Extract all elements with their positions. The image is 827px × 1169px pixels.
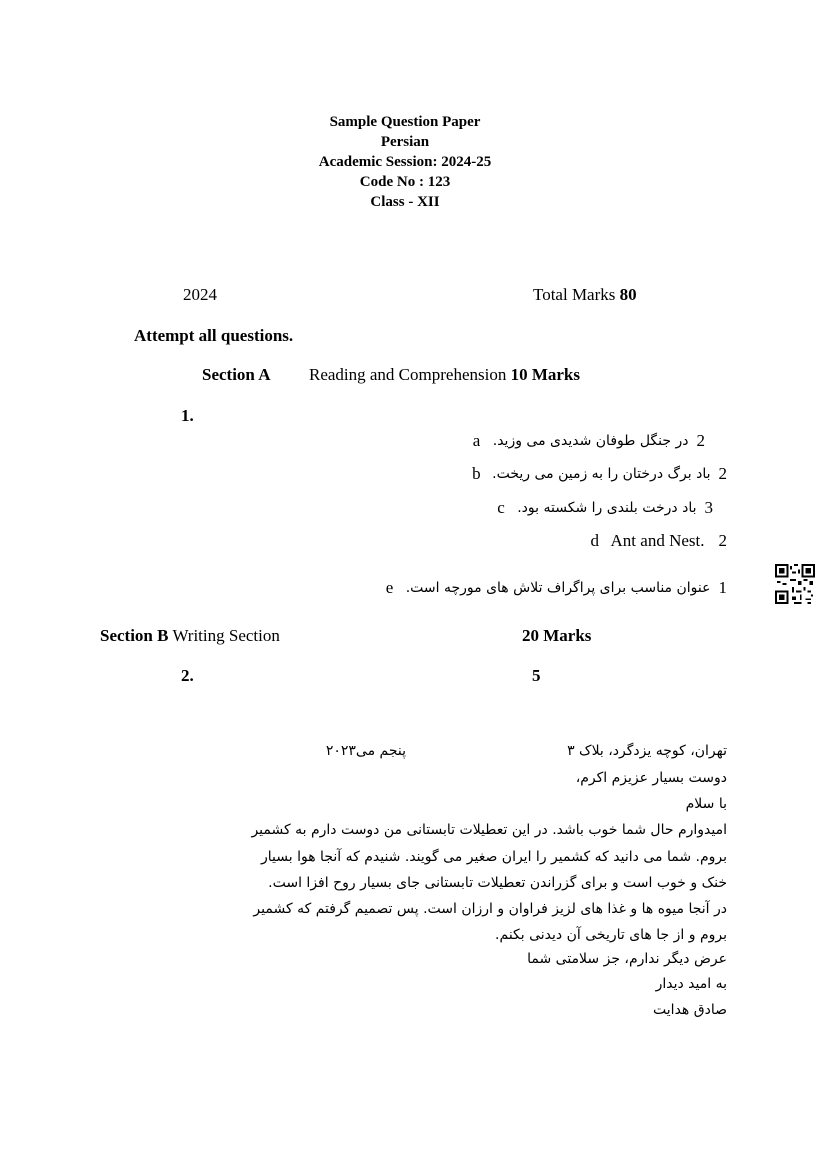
list-item [591, 529, 727, 553]
subject-code: Code No : 123 [359, 174, 451, 190]
exam-year: 2024 [183, 285, 217, 304]
section-a-title: Reading and Comprehension [308, 365, 507, 384]
letter-line: امیدوارم حال شما خوب باشد. در این تعطیلات تابستانی من دوست دارم به کشمیر [251, 822, 727, 838]
section-b-title: Writing Section [172, 626, 280, 645]
section-a-heading [202, 365, 580, 385]
instruction: Attempt all questions. [134, 326, 294, 345]
paper-title: Sample Question Paper [329, 114, 481, 130]
list-item [472, 462, 727, 486]
letter-address: تهران، کوچه یزدگرد، بلاک ۳ [567, 743, 727, 759]
item-text: Ant and Nest. [610, 531, 705, 550]
section-b-heading [100, 626, 280, 646]
letter-line: بروم. شما می دانید که کشمیر را ایران صغیر می گویند. شنیدم که آنجا هوا بسیار [261, 849, 727, 865]
item-text: باد برگ درختان را به زمین می ریخت. [492, 466, 711, 482]
item-marks: 2 [718, 531, 727, 550]
letter-line: خنک و خوب است و برای گزراندن تعطیلات تابستانی جای بسیار روح افزا است. [268, 875, 727, 891]
item-marks: 1 [718, 578, 727, 597]
section-a-marks: 10 Marks [510, 365, 581, 384]
item-text: باد درخت بلندی را شکسته بود. [517, 500, 697, 516]
item-label: b [472, 464, 481, 483]
item-marks: 2 [696, 431, 705, 450]
question-2-number: 2. [181, 666, 194, 685]
item-label: d [590, 531, 600, 550]
paper-subject: Persian [380, 134, 430, 150]
letter-date: پنجم می۲۰۲۳ [325, 743, 406, 759]
total-marks [533, 285, 637, 305]
question-2-marks: 5 [532, 666, 541, 685]
letter-line: عرض دیگر ندارم، جز سلامتی شما [527, 951, 727, 967]
item-marks: 3 [704, 498, 713, 517]
letter-line: در آنجا میوه ها و غذا های لزیز فراوان و ارزان است. پس تصمیم گرفتم که کشمیر [253, 901, 727, 917]
item-label: e [385, 578, 394, 597]
academic-session: Academic Session: 2024-25 [318, 154, 492, 170]
list-item [386, 576, 727, 600]
letter-line: بروم و از جا های تاریخی آن دیدنی بکنم. [495, 927, 727, 943]
class-name: Class - XII [370, 194, 440, 210]
section-a-name: Section A [202, 365, 271, 384]
letter-signature: صادق هدایت [653, 1002, 727, 1018]
item-marks: 2 [718, 464, 727, 483]
section-b-marks: 20 Marks [522, 626, 592, 645]
qr-code-icon [775, 564, 815, 604]
letter-line: به امید دیدار [655, 976, 727, 992]
item-label: a [472, 431, 481, 450]
total-marks-value: 80 [619, 285, 637, 304]
section-b-name: Section B [100, 626, 169, 645]
item-text: در جنگل طوفان شدیدی می وزید. [492, 433, 689, 449]
total-marks-label: Total Marks [533, 285, 616, 304]
item-label: c [497, 498, 505, 517]
paper-header [0, 112, 810, 212]
list-item [497, 496, 727, 520]
question-1-number: 1. [181, 406, 194, 425]
letter-line: با سلام [685, 796, 727, 812]
list-item [473, 429, 727, 453]
letter-line: دوست بسیار عزیزم اکرم، [575, 770, 727, 786]
item-text: عنوان مناسب برای پراگراف تلاش های مورچه است. [405, 580, 711, 596]
